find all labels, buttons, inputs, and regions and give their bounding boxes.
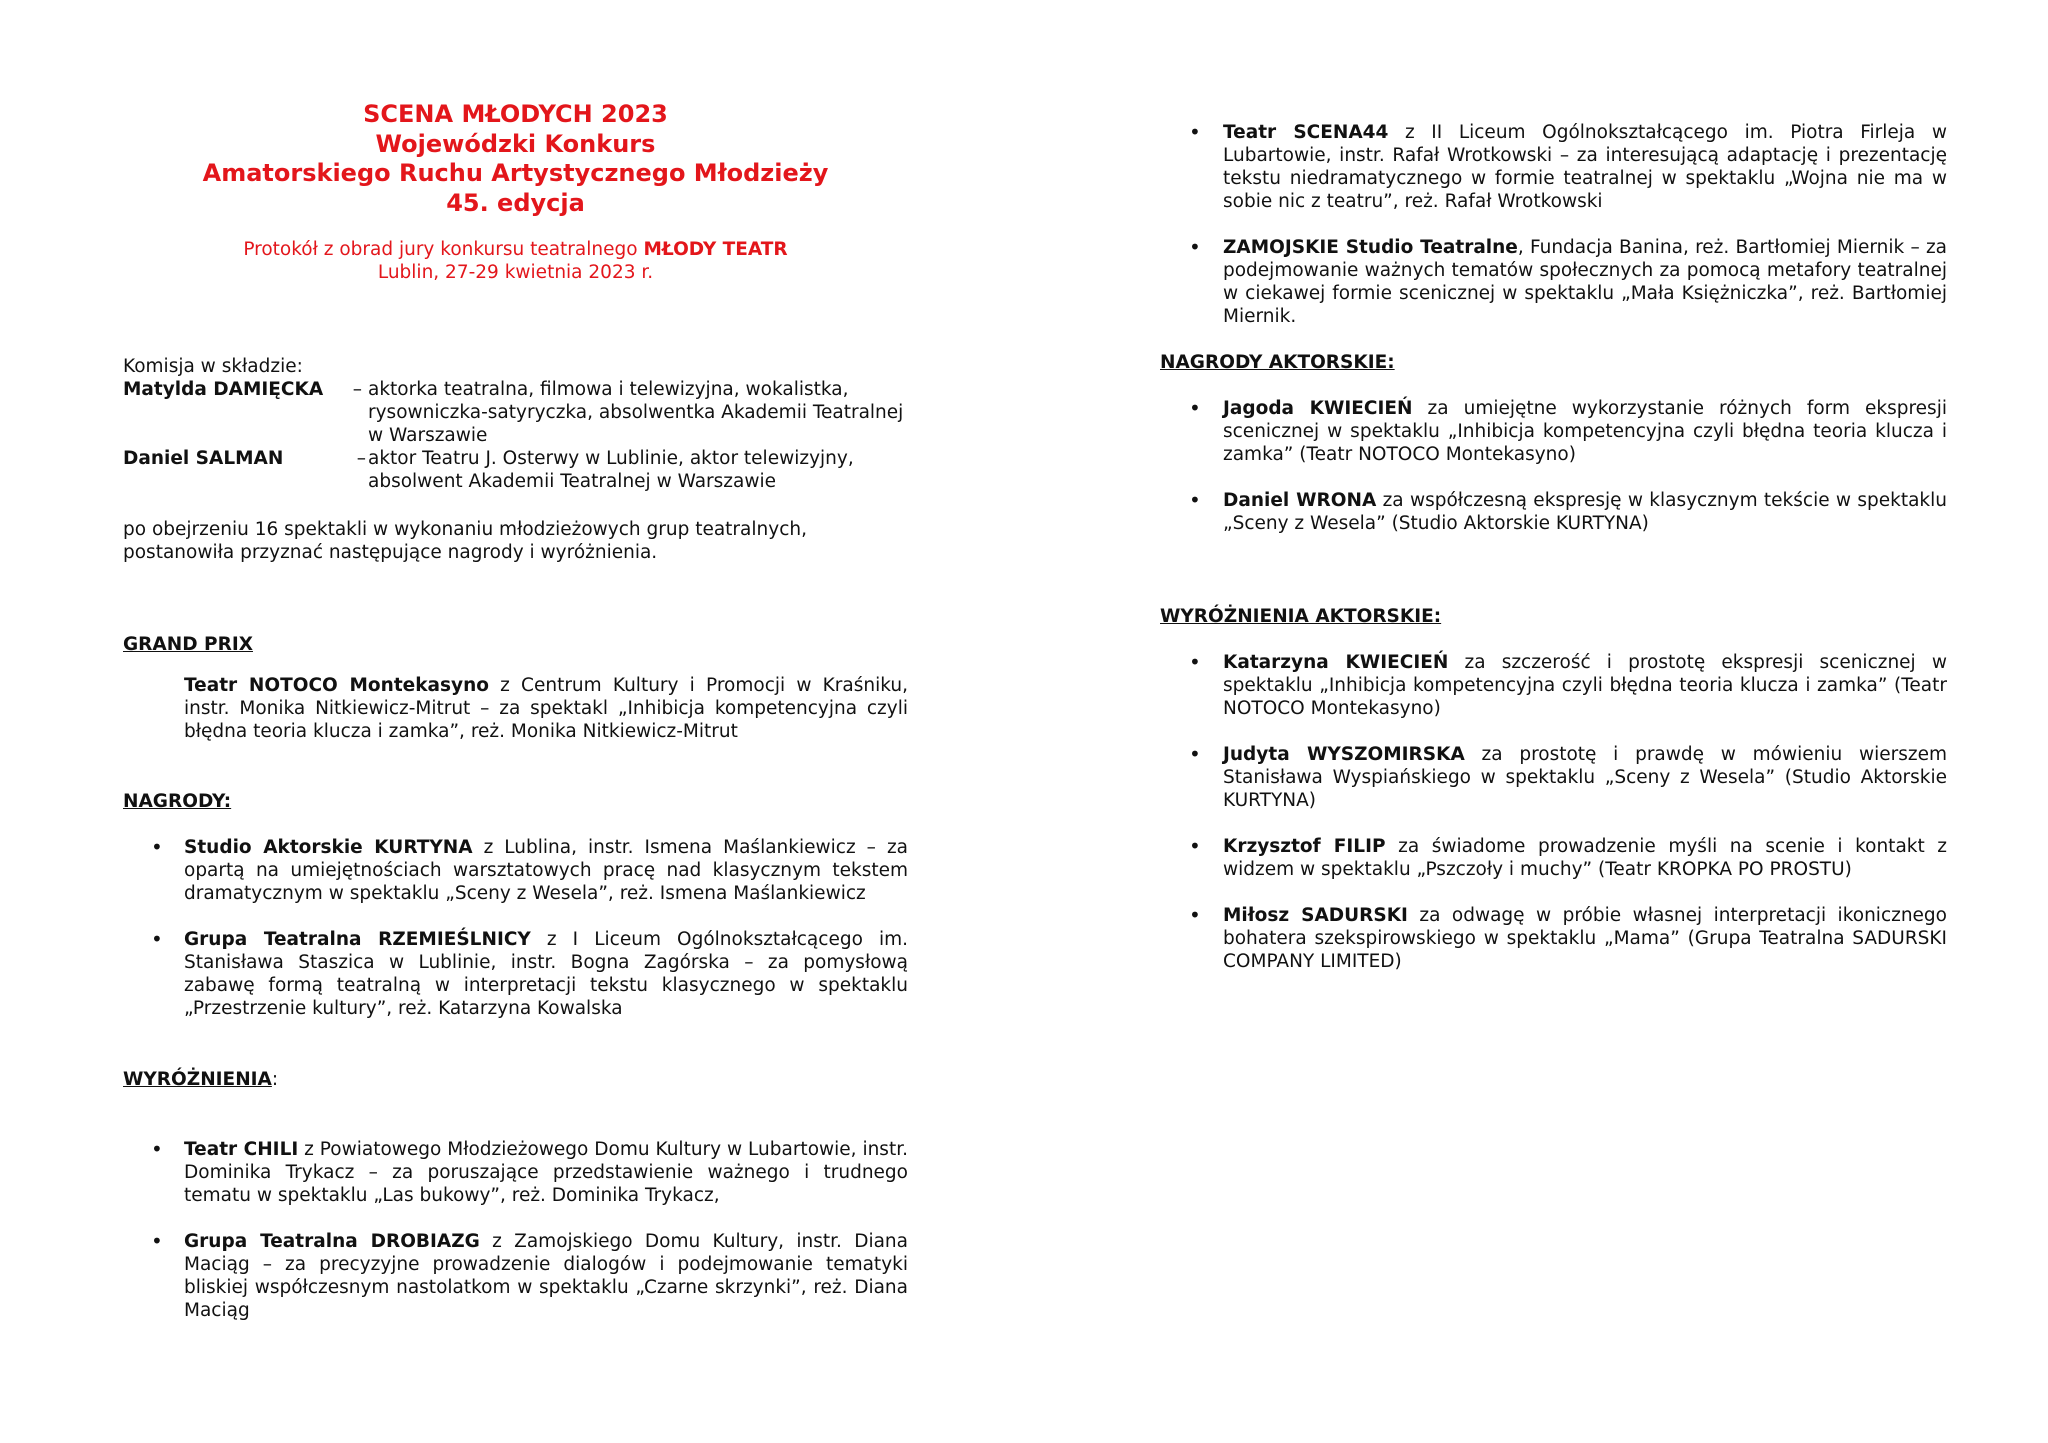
wyroznienia-heading-text: WYRÓŻNIENIA: [123, 1069, 272, 1090]
award-description: za umiejętne wykorzystanie różnych form ekspresji scenicznej w spektaklu „Inhibicja kompetencyjna czyli błędna teoria klucza i zamka” (Teatr NOTOCO Montekasyno): [1223, 398, 1947, 465]
award-description: za odwagę w próbie własnej interpretacji ikonicznego bohatera szekspirowskiego w spektaklu „Mama” (Grupa Teatralna SADURSKI COMPANY LIMITED): [1223, 905, 1947, 972]
member-description: aktor Teatru J. Osterwy w Lublinie, aktor telewizyjny, absolwent Akademii Teatralnej w Warszawie: [368, 448, 854, 492]
award-name: Teatr CHILI: [184, 1139, 299, 1160]
award-description: za szczerość i prostotę ekspresji scenicznej w spektaklu „Inhibicja kompetencyjna czyli błędna teoria klucza i zamka” (Teatr NOTOCO Montekasyno): [1223, 652, 1947, 719]
title-line-4: 45. edycja: [446, 188, 585, 217]
wyroznienia-heading: [123, 1068, 278, 1091]
list-item: [1160, 835, 1947, 881]
nagrody-heading: NAGRODY:: [123, 791, 232, 812]
committee: [123, 355, 908, 493]
list-item: [123, 836, 908, 905]
protocol-info: [123, 238, 908, 284]
title-line-1: SCENA MŁODYCH 2023: [363, 100, 668, 128]
award-description: z Zamojskiego Domu Kultury, instr. Diana Maciąg – za precyzyjne prowadzenie dialogów i podejmowanie tematyki bliskiej współczesnym nastolatkom w spektaklu „Czarne skrzynki”, reż. Diana Maciąg: [184, 1231, 908, 1321]
list-item: [123, 1230, 908, 1322]
grand-prix-text: [184, 674, 908, 743]
award-name: Krzysztof FILIP: [1223, 836, 1386, 857]
list-item: [1160, 904, 1947, 973]
award-name: ZAMOJSKIE Studio Teatralne: [1223, 237, 1518, 258]
list-item: [123, 928, 908, 1020]
list-item: [1160, 121, 1947, 213]
protocol-prefix: Protokół z obrad jury konkursu teatralnego: [243, 239, 644, 260]
protocol-contest-name: MŁODY TEATR: [643, 239, 788, 260]
award-description: z Lublina, instr. Ismena Maślankiewicz – za opartą na umiejętnościach warsztatowych pracę nad klasycznym tekstem dramatycznym w spektaklu „Sceny z Wesela”, reż. Ismena Maślankiewicz: [184, 837, 908, 904]
member-name: Matylda DAMIĘCKA: [123, 379, 324, 400]
award-name: Teatr SCENA44: [1223, 122, 1389, 143]
award-description: za współczesną ekspresję w klasycznym tekście w spektaklu „Sceny z Wesela” (Studio Aktorskie KURTYNA): [1223, 490, 1947, 534]
grand-prix-description: z Centrum Kultury i Promocji w Kraśniku, instr. Monika Nitkiewicz-Mitrut – za spektakl „Inhibicja kompetencyjna czyli błędna teoria klucza i zamka”, reż. Monika Nitkiewicz-Mitrut: [184, 675, 908, 742]
wyroznienia-list: [123, 1138, 908, 1345]
award-description: z I Liceum Ogólnokształcącego im. Stanisława Staszica w Lublinie, instr. Bogna Zagórska – za pomysłową zabawę formą teatralną w interpretacji tekstu klasycznego w spektaklu „Przestrzenie kultury”, reż. Katarzyna Kowalska: [184, 929, 909, 1019]
award-description: za prostotę i prawdę w mówieniu wierszem Stanisława Wyspiańskiego w spektaklu „Sceny z Wesela” (Studio Aktorskie KURTYNA): [1223, 744, 1947, 811]
grand-prix-heading: GRAND PRIX: [123, 634, 253, 655]
nagrody-aktorskie-heading: NAGRODY AKTORSKIE:: [1160, 352, 1395, 373]
award-name: Grupa Teatralna DROBIAZG: [184, 1231, 480, 1252]
wyroznienia-list-continued: [1160, 121, 1947, 351]
member-dash: –: [352, 379, 362, 400]
list-item: [1160, 397, 1947, 466]
protocol-place-date: Lublin, 27-29 kwietnia 2023 r.: [377, 262, 654, 283]
list-item: [1160, 651, 1947, 720]
wyroznienia-heading-colon: :: [271, 1069, 279, 1090]
protocol-line: [123, 238, 908, 261]
wyroznienia-aktorskie-heading: WYRÓŻNIENIA AKTORSKIE:: [1160, 606, 1442, 627]
award-name: Studio Aktorskie KURTYNA: [184, 837, 473, 858]
award-name: Judyta WYSZOMIRSKA: [1223, 744, 1465, 765]
award-description: z II Liceum Ogólnokształcącego im. Piotra Firleja w Lubartowie, instr. Rafał Wrotkowski – za interesującą adaptację i prezentację tekstu niedramatycznego w formie teatralnej w spektaklu „Wojna nie ma w sobie nic z teatru”, reż. Rafał Wrotkowski: [1223, 122, 1947, 212]
intro-paragraph: po obejrzeniu 16 spektakli w wykonaniu młodzieżowych grup teatralnych, postanowiła przyznać następujące nagrody i wyróżnienia.: [123, 519, 807, 563]
award-name: Jagoda KWIECIEŃ: [1223, 398, 1413, 419]
wyroznienia-aktorskie-list: [1160, 651, 1947, 996]
award-name: Miłosz SADURSKI: [1223, 905, 1408, 926]
list-item: [123, 1138, 908, 1207]
title-line-2: Wojewódzki Konkurs: [375, 129, 656, 158]
award-name: Grupa Teatralna RZEMIEŚLNICY: [184, 929, 531, 950]
list-item: [1160, 236, 1947, 328]
list-item: [1160, 489, 1947, 535]
nagrody-list: [123, 836, 908, 1043]
committee-member: [123, 447, 908, 493]
list-item: [1160, 743, 1947, 812]
committee-label: Komisja w składzie:: [123, 356, 303, 377]
award-description: z Powiatowego Młodzieżowego Domu Kultury w Lubartowie, instr. Dominika Trykacz – za poruszające przedstawienie ważnego i trudnego tematu w spektaklu „Las bukowy”, reż. Dominika Trykacz,: [184, 1139, 908, 1206]
award-description: , Fundacja Banina, reż. Bartłomiej Miernik – za podejmowanie ważnych tematów społecznych za pomocą metafory teatralnej w ciekawej formie scenicznej w spektaklu „Mała Księżniczka”, reż. Bartłomiej Miernik.: [1223, 237, 1947, 327]
nagrody-aktorskie-list: [1160, 397, 1947, 558]
member-name: Daniel SALMAN: [123, 448, 284, 469]
award-name: Katarzyna KWIECIEŃ: [1223, 652, 1449, 673]
committee-member: [123, 378, 908, 447]
award-description: za świadome prowadzenie myśli na scenie i kontakt z widzem w spektaklu „Pszczoły i muchy” (Teatr KROPKA PO PROSTU): [1223, 836, 1948, 880]
member-dash: –: [356, 448, 366, 469]
member-description: aktorka teatralna, filmowa i telewizyjna, wokalistka, rysowniczka-satyryczka, absolwentka Akademii Teatralnej w Warszawie: [368, 379, 904, 446]
award-name: Daniel WRONA: [1223, 490, 1377, 511]
title-line-3: Amatorskiego Ruchu Artystycznego Młodzieży: [202, 159, 829, 187]
document-title: [123, 100, 908, 218]
grand-prix-winner: Teatr NOTOCO Montekasyno: [184, 675, 489, 696]
